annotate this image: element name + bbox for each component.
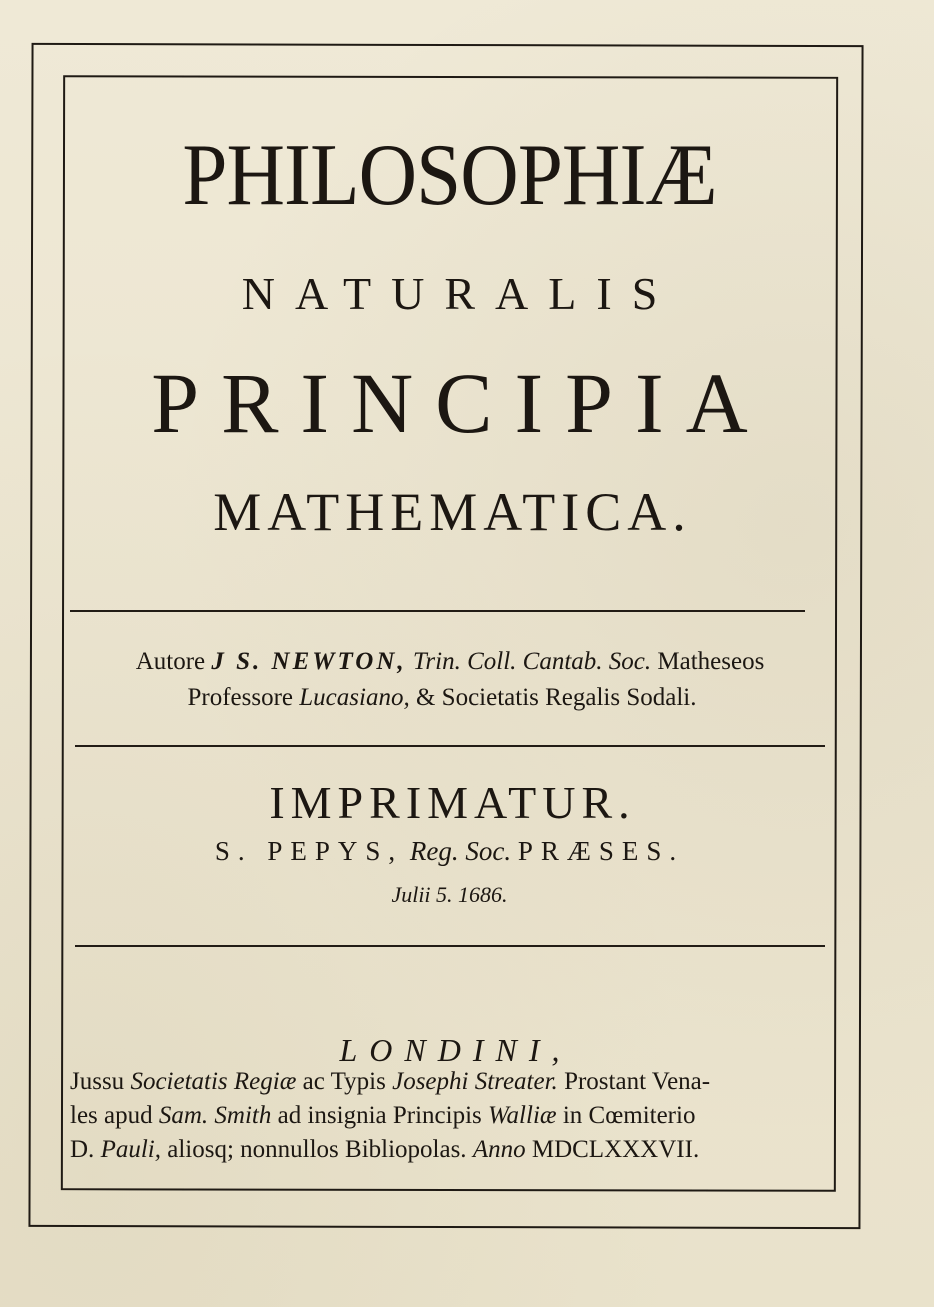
imprint-2-a: les apud (70, 1102, 153, 1129)
title-mathematica: MATHEMATICA. (213, 482, 692, 542)
imprint-2-b: Sam. Smith (158, 1102, 272, 1129)
imprint-line-2 (70, 1099, 830, 1133)
imprint-2-c: ad insignia Principis (277, 1102, 482, 1129)
title-principia: PRINCIPIA (151, 355, 770, 451)
imprint-1-d: Josephi Streater. (392, 1068, 558, 1095)
author-prefix: Autore (135, 648, 206, 675)
author-societatis: & Societatis Regalis Sodali. (415, 684, 697, 711)
title-naturalis: NATURALIS (241, 268, 678, 319)
divider-rule-2 (75, 745, 825, 747)
imprint-3-a: D. (70, 1136, 95, 1163)
imprimatur-date: Julii 5. 1686. (391, 882, 508, 907)
imprint-place: LONDINI, (339, 1032, 572, 1068)
imprint-3-d: Anno (472, 1136, 526, 1163)
imprimatur-heading: IMPRIMATUR. (269, 777, 636, 828)
author-affiliation: Trin. Coll. Cantab. Soc. (412, 648, 652, 675)
inner-border (61, 75, 838, 1192)
imprint-1-e: Prostant Vena- (564, 1068, 711, 1095)
pepys-line (62, 833, 837, 869)
divider-rule-1 (70, 610, 805, 612)
pepys-office: PRÆSES. (517, 836, 685, 866)
imprint-line-1 (70, 1065, 830, 1099)
imprint-2-d: Walliæ (488, 1102, 557, 1129)
imprint-1-b: Societatis Regiæ (130, 1068, 297, 1095)
author-name: J S. NEWTON, (211, 648, 407, 675)
pepys-name: S. PEPYS, (214, 836, 404, 866)
imprint-3-c: aliosq; nonnullos Bibliopolas. (167, 1136, 467, 1163)
author-suffix: Matheseos (657, 648, 765, 675)
author-line-2 (62, 682, 822, 714)
imprint-2-e: in Cœmiterio (562, 1102, 696, 1129)
title-philosophiae: PHILOSOPHIÆ (182, 127, 717, 224)
author-line-1 (70, 646, 830, 678)
pepys-title: Reg. Soc. (409, 836, 512, 866)
author-lucasiano: Lucasiano, (299, 684, 410, 711)
imprint-line-3 (70, 1133, 830, 1167)
author-professore: Professore (187, 684, 294, 711)
imprint-3-e: MDCLXXXVII. (531, 1136, 700, 1163)
imprint-1-a: Jussu (70, 1068, 125, 1095)
imprint-3-b: Pauli, (100, 1136, 161, 1163)
divider-rule-3 (75, 945, 825, 947)
imprint-1-c: ac Typis (302, 1068, 386, 1095)
